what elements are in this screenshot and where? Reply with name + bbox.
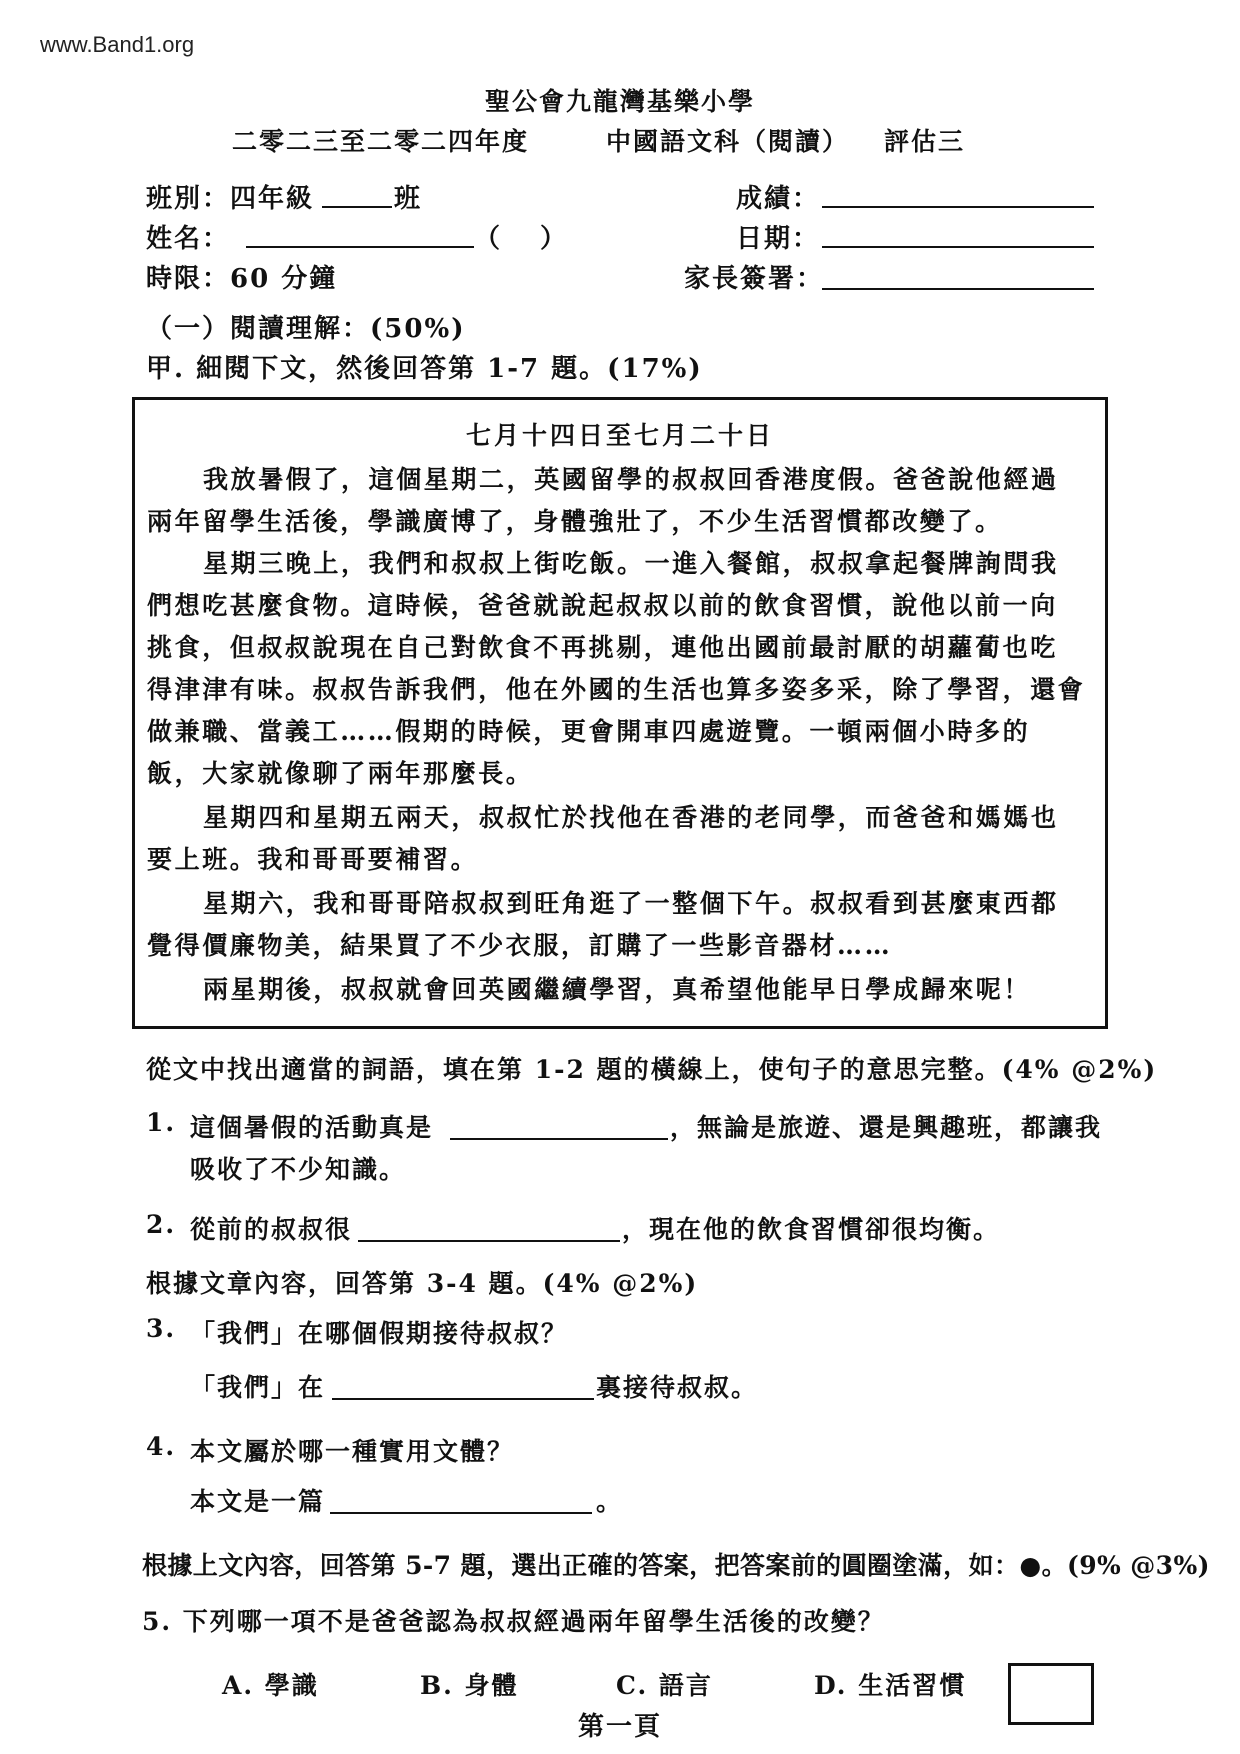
class-suffix: 班: [394, 184, 423, 214]
q5-question: 5. 下列哪一項不是爸爸認為叔叔經過兩年留學生活後的改變？: [142, 1607, 885, 1636]
q4-answer-suffix: 。: [596, 1487, 624, 1516]
part1-instruction: 從文中找出適當的詞語，填在第 1-2 題的橫線上，使句子的意思完整。(4% @2%): [146, 1055, 1158, 1084]
q4-question: 本文屬於哪一種實用文體？: [190, 1437, 515, 1466]
q3-answer-prefix: 「我們」在: [190, 1373, 326, 1402]
assessment-title: 評估三: [884, 127, 966, 156]
q3-answer-suffix: 裏接待叔叔。: [596, 1373, 759, 1402]
class-number-paren-open: （: [474, 224, 503, 254]
q4-answer-prefix: 本文是一篇: [190, 1487, 326, 1516]
q1-text-line2: 吸收了不少知識。: [190, 1155, 407, 1184]
school-name: 聖公會九龍灣基樂小學: [484, 87, 755, 116]
passage-line: 星期六，我和哥哥陪叔叔到旺角逛了一整個下午。叔叔看到甚麼東西都: [203, 889, 1059, 918]
q4-answer-line[interactable]: [330, 1512, 592, 1514]
score-label: 成績：: [736, 184, 821, 214]
page-number: 第一頁: [577, 1712, 662, 1742]
q2-answer-line[interactable]: [358, 1240, 620, 1242]
q3-question: 「我們」在哪個假期接待叔叔？: [190, 1319, 569, 1348]
passage-line: 我放暑假了，這個星期二，英國留學的叔叔回香港度假。爸爸說他經過: [203, 465, 1059, 494]
class-label: 班別：四年級: [146, 184, 315, 214]
section-title: （一）閱讀理解：(50%): [146, 314, 466, 344]
q5-option-c[interactable]: C. 語言: [616, 1671, 713, 1700]
q5-option-d[interactable]: D. 生活習慣: [814, 1671, 967, 1700]
q2-text-after: ，現在他的飲食習慣卻很均衡。: [622, 1215, 1001, 1244]
subject-title: 中國語文科（閱讀）: [606, 127, 850, 156]
q2-number: 2.: [146, 1210, 177, 1239]
q3-answer-line[interactable]: [332, 1398, 594, 1400]
q5-option-a[interactable]: A. 學識: [222, 1671, 319, 1700]
passage-line: 兩星期後，叔叔就會回英國繼續學習，真希望他能早日學成歸來呢！: [203, 975, 1032, 1004]
section-instruction: 甲. 細閱下文，然後回答第 1-7 題。(17%): [146, 354, 703, 384]
passage-line: 飯，大家就像聊了兩年那麼長。: [147, 759, 534, 788]
part3-instruction: 根據上文內容，回答第 5-7 題，選出正確的答案，把答案前的圓圈塗滿，如：●。(9% @3%): [142, 1551, 1210, 1580]
q3-number: 3.: [146, 1314, 177, 1343]
class-number-paren-close: ）: [540, 224, 569, 254]
q2-text-before: 從前的叔叔很: [190, 1215, 353, 1244]
school-year: 二零二三至二零二四年度: [232, 127, 530, 156]
part2-instruction: 根據文章內容，回答第 3-4 題。(4% @2%): [146, 1269, 699, 1298]
time-limit: 時限：60 分鐘: [146, 264, 338, 294]
q4-number: 4.: [146, 1432, 177, 1461]
q5-option-b[interactable]: B. 身體: [420, 1671, 519, 1700]
passage-line: 覺得價廉物美，結果買了不少衣服，訂購了一些影音器材……: [147, 931, 893, 960]
passage-line: 得津津有味。叔叔告訴我們，他在外國的生活也算多姿多采，除了學習，還會: [147, 675, 1086, 704]
passage-line: 星期三晚上，我們和叔叔上街吃飯。一進入餐館，叔叔拿起餐牌詢問我: [203, 549, 1059, 578]
q1-text-after: ，無論是旅遊、還是興趣班，都讓我: [670, 1113, 1103, 1142]
passage-line: 要上班。我和哥哥要補習。: [147, 845, 479, 874]
site-watermark: www.Band1.org: [40, 32, 195, 57]
class-input-line[interactable]: [322, 206, 392, 208]
passage-line: 做兼職、當義工……假期的時候，更會開車四處遊覽。一頓兩個小時多的: [147, 717, 1031, 746]
passage-box: [132, 397, 1108, 1029]
passage-title: 七月十四日至七月二十日: [465, 421, 774, 450]
q1-number: 1.: [146, 1108, 177, 1137]
score-input-line[interactable]: [822, 206, 1094, 208]
passage-line: 兩年留學生活後，學識廣博了，身體強壯了，不少生活習慣都改變了。: [147, 507, 1003, 536]
name-label: 姓名：: [146, 224, 231, 254]
parent-signature-label: 家長簽署：: [684, 264, 825, 294]
date-input-line[interactable]: [822, 246, 1094, 248]
date-label: 日期：: [736, 224, 821, 254]
passage-line: 們想吃甚麼食物。這時候，爸爸就說起叔叔以前的飲食習慣，說他以前一向: [147, 591, 1058, 620]
passage-line: 挑食，但叔叔說現在自己對飲食不再挑剔，連他出國前最討厭的胡蘿蔔也吃: [147, 633, 1058, 662]
passage-line: 星期四和星期五兩天，叔叔忙於找他在香港的老同學，而爸爸和媽媽也: [203, 803, 1059, 832]
q1-text-before: 這個暑假的活動真是: [190, 1113, 434, 1142]
name-input-line[interactable]: [246, 246, 474, 248]
parent-signature-line[interactable]: [822, 288, 1094, 290]
q1-answer-line[interactable]: [450, 1138, 668, 1140]
